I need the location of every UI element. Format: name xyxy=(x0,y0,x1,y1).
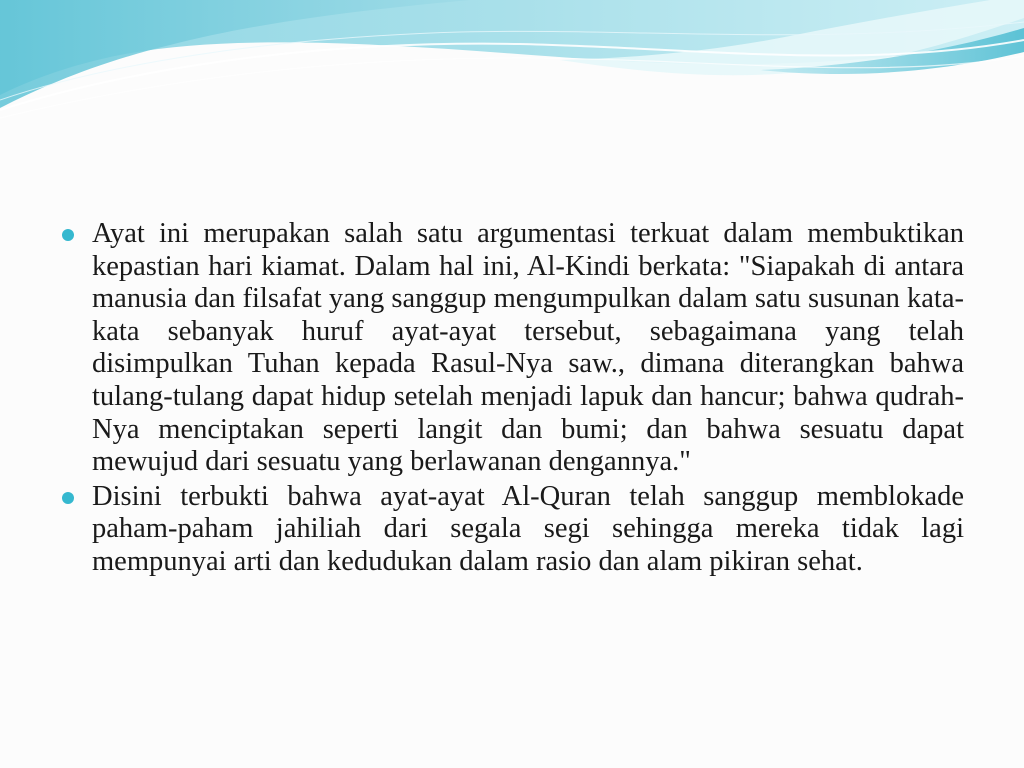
bullet-text: Disini terbukti bahwa ayat-ayat Al-Quran telah sanggup memblokade paham-paham jahiliah dari segala segi sehingga mereka tidak lagi mempunyai arti dan kedudukan dalam rasio dan alam pikiran sehat. xyxy=(92,480,964,577)
bullet-circle-icon xyxy=(62,229,74,241)
bullet-item xyxy=(62,218,964,479)
bullet-list xyxy=(62,218,964,579)
bullet-text: Ayat ini merupakan salah satu argumentasi terkuat dalam membuktikan kepastian hari kiamat. Dalam hal ini, Al-Kindi berkata: "Siapakah di antara manusia dan filsafat yang sanggup mengumpulkan dalam satu susunan kata-kata sebanyak huruf ayat-ayat tersebut, sebagaimana yang telah disimpulkan Tuhan kepada Rasul-Nya saw., dimana diterangkan bahwa tulang-tulang dapat hidup setelah menjadi lapuk dan hancur; bahwa qudrah-Nya menciptakan seperti langit dan bumi; dan bahwa sesuatu dapat mewujud dari sesuatu yang berlawanan dengannya." xyxy=(92,218,964,478)
slide-body xyxy=(62,218,964,581)
bullet-circle-icon xyxy=(62,492,74,504)
bullet-item xyxy=(62,481,964,579)
header-wave-decoration xyxy=(0,0,1024,130)
